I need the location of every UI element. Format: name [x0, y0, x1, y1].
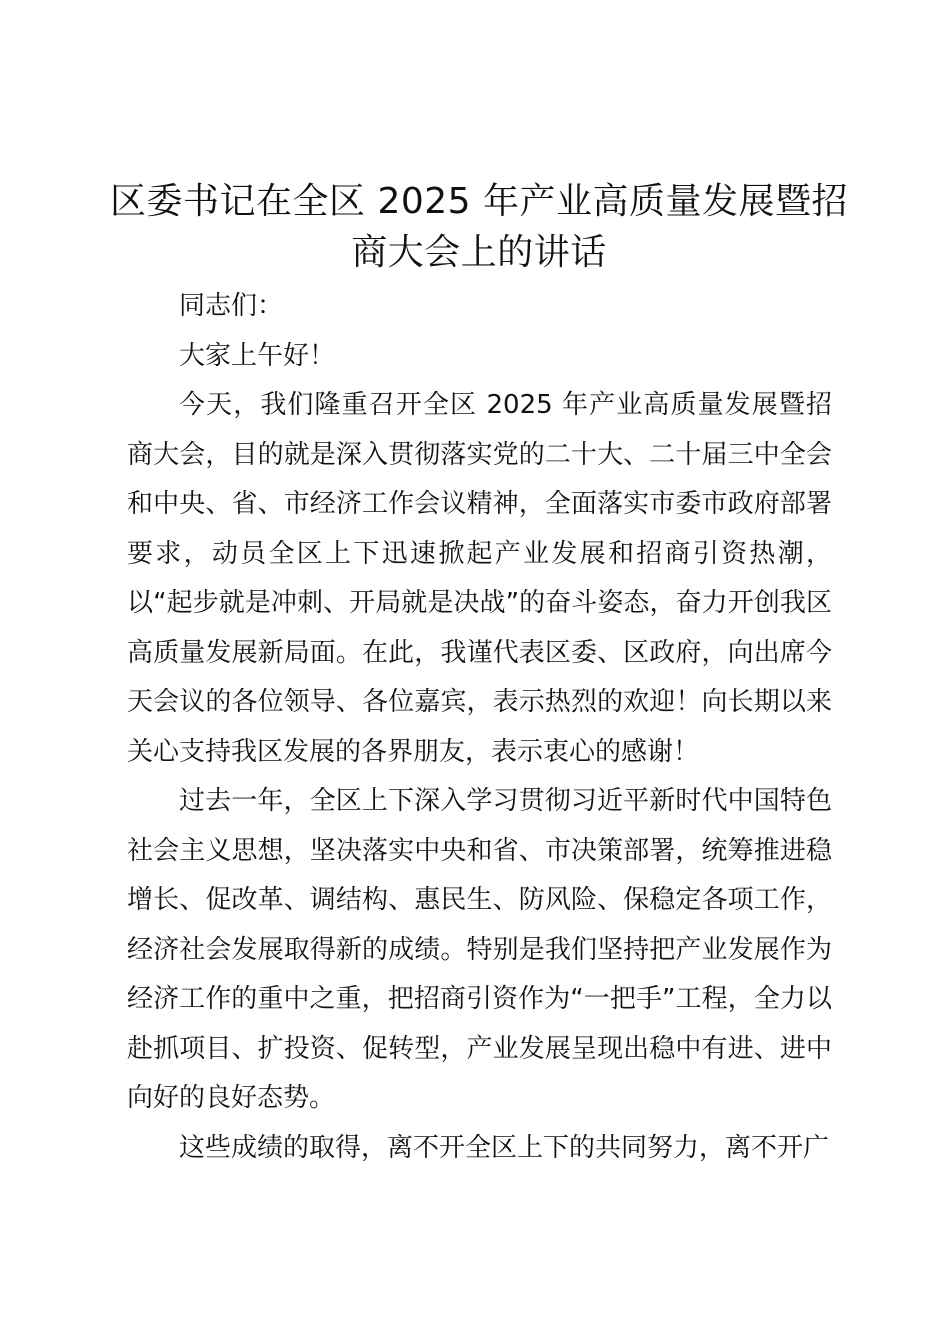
salutation: 同志们：	[179, 291, 284, 321]
title-line-2: 商大会上的讲话	[351, 232, 607, 273]
paragraph: 这些成绩的取得，离不开全区上下的共同努力，离不开广	[179, 1132, 830, 1163]
greeting: 大家上午好！	[179, 340, 336, 371]
paragraph: 今天，我们隆重召开全区 2025 年产业高质量发展暨招商大会，目的就是深入贯彻落实党的二十大、二十届三中全会和中央、省、市经济工作会议精神，全面落实市委市政府部署要求，动员全区上下迅速掀起产业发展和招商引资热潮，以“起步就是冲刺、开局就是决战”的奋斗姿态，奋力开创我区高质量发展新局面。在此，我谨代表区委、区政府，向出席今天会议的各位领导、各位嘉宾，表示热烈的欢迎！向长期以来关心支持我区发展的各界朋友，表示衷心的感谢！	[127, 390, 832, 767]
title-line-1: 区委书记在全区 2025 年产业高质量发展暨招	[110, 181, 849, 222]
document-body	[127, 282, 832, 1173]
paragraph: 过去一年，全区上下深入学习贯彻习近平新时代中国特色社会主义思想，坚决落实中央和省、市决策部署，统筹推进稳增长、促改革、调结构、惠民生、防风险、保稳定各项工作，经济社会发展取得新的成绩。特别是我们坚持把产业发展作为经济工作的重中之重，把招商引资作为“一把手”工程，全力以赴抓项目、扩投资、促转型，产业发展呈现出稳中有进、进中向好的良好态势。	[127, 786, 832, 1113]
document-title	[110, 176, 848, 278]
